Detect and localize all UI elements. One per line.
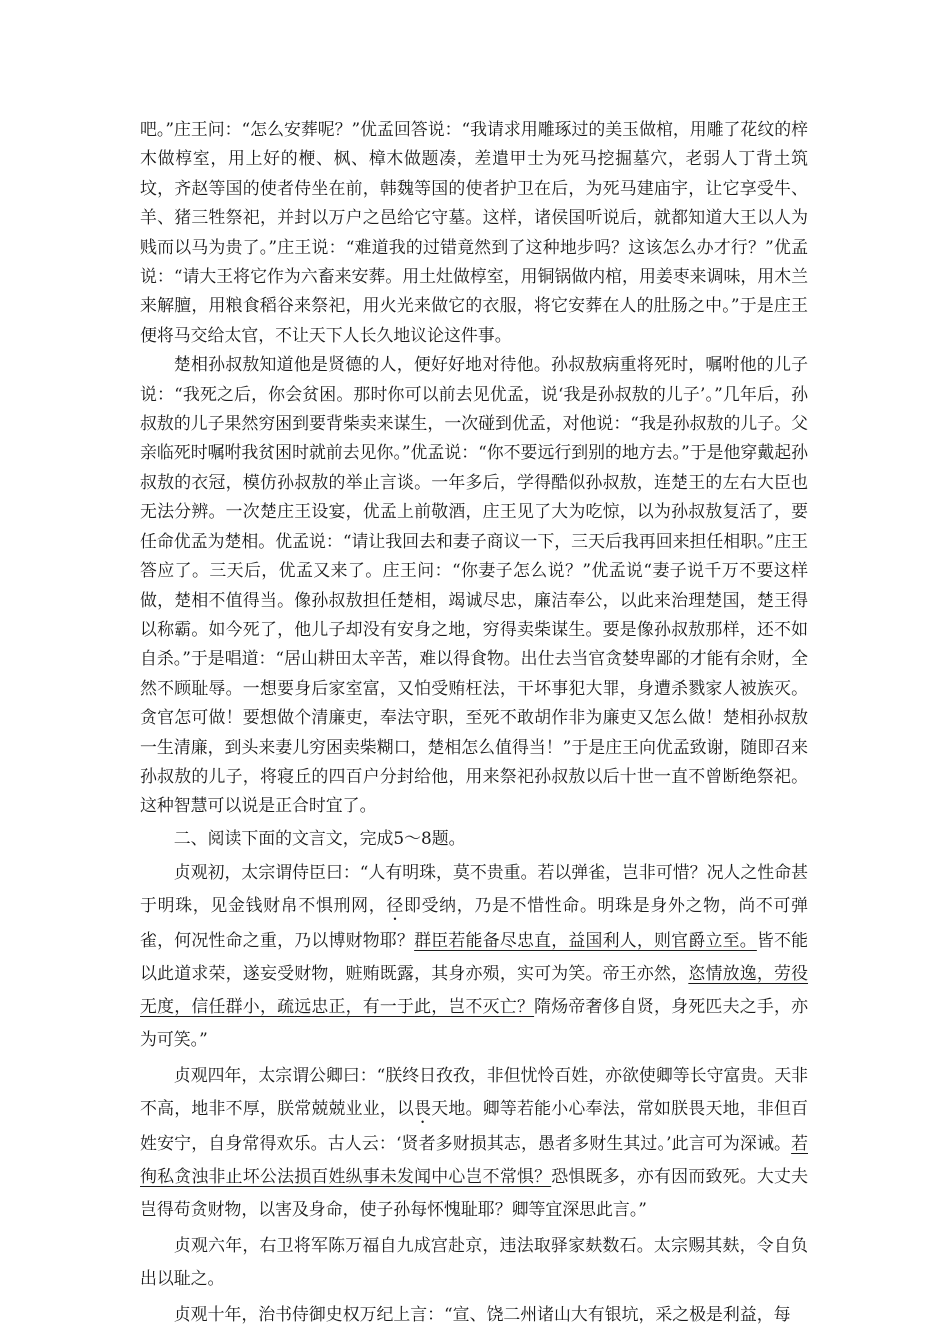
text-segment: 皆不能以此道求荣，遂妄受财物，赃贿既露，其身亦殒，实可为笑。帝王亦然， bbox=[140, 930, 809, 984]
paragraph-zhenguan-4 bbox=[140, 1059, 808, 1226]
emphasized-char: 畏 bbox=[414, 1098, 432, 1119]
paragraph-zhenguan-10: 贞观十年，治书侍御史权万纪上言：“宣、饶二州诸山大有银坑，采之极是利益，每 bbox=[173, 1304, 791, 1325]
paragraph-zhenguan-6: 贞观六年，右卫将军陈万福自九成宫赴京，违法取驿家麸数石。太宗赐其麸，令自负出以耻之。 bbox=[140, 1235, 808, 1289]
document-body bbox=[140, 115, 808, 1331]
text-segment: 隋炀帝奢侈自贤，身死匹夫之手，亦为可笑。” bbox=[140, 996, 809, 1050]
underlined-sentence-3: 若徇私贪浊非止坏公法损百姓纵事未发闻中心岂不常惧？ bbox=[140, 1133, 808, 1187]
text-segment: 贞观四年，太宗谓公卿曰：“朕终日孜孜，非但忧怜百姓，亦欲使卿等长守富贵。天非不高，地非不厚，朕常兢兢业业，以 bbox=[140, 1065, 808, 1119]
paragraph-zhenguan-chu bbox=[140, 856, 808, 1056]
paragraph-sunshuao: 楚相孙叔敖知道他是贤德的人，便好好地对待他。孙叔敖病重将死时，嘱咐他的儿子说：“我死之后，你会贫困。那时你可以前去见优孟，说‘我是孙叔敖的儿子’。”几年后，孙叔敖的儿子果然穷困到要背柴卖来谋生，一次碰到优孟，对他说：“我是孙叔敖的儿子。父亲临死时嘱咐我贫困时就前去见你。”优孟说：“你不要远行到别的地方去。”于是他穿戴起孙叔敖的衣冠，模仿孙叔敖的举止言谈。一年多后，学得酷似孙叔敖，连楚王的左右大臣也无法分辨。一次楚庄王设宴，优孟上前敬酒，庄王见了大为吃惊，以为孙叔敖复活了，要任命优孟为楚相。优孟说：“请让我回去和妻子商议一下，三天后我再回来担任相职。”庄王答应了。三天后，优孟又来了。庄王问：“你妻子怎么说？”优孟说“妻子说千万不要这样做，楚相不值得当。像孙叔敖担任楚相，竭诚尽忠，廉洁奉公，以此来治理楚国，楚王得以称霸。如今死了，他儿子却没有安身之地，穷得卖柴谋生。要是像孙叔敖那样，还不如自杀。”于是唱道：“居山耕田太辛苦，难以得食物。出仕去当官贪婪卑鄙的才能有余财，全然不顾耻辱。一想要身后家室富，又怕受贿枉法，干坏事犯大罪，身遭杀戮家人被族灭。贪官怎可做！要想做个清廉吏，奉法守职，至死不敢胡作非为廉吏又怎么做！楚相孙叔敖一生清廉，到头来妻儿穷困卖柴糊口，楚相怎么值得当！”于是庄王向优孟致谢，随即召来孙叔敖的儿子，将寝丘的四百户分封给他，用来祭祀孙叔敖以后十世一直不曾断绝祭祀。这种智慧可以说是正合时宜了。 bbox=[140, 354, 808, 816]
text-segment: 贞观初，太宗谓侍臣曰：“人有明珠，莫不贵重。若以弹雀，岂非可惜？况人之性命甚于明珠，见金钱财帛不惧刑网， bbox=[140, 862, 808, 916]
section-heading: 二、阅读下面的文言文，完成5～8题。 bbox=[173, 827, 466, 848]
emphasized-char: 径 bbox=[386, 895, 404, 916]
paragraph-youmeng-horse: 吧。”庄王问：“怎么安葬呢？”优孟回答说：“我请求用雕琢过的美玉做棺，用雕了花纹的梓木做椁室，用上好的楩、枫、樟木做题凑，差遣甲士为死马挖掘墓穴，老弱人丁背土筑坟，齐赵等国的使者侍坐在前，韩魏等国的使者护卫在后，为死马建庙宇，让它享受牛、羊、猪三牲祭祀，并封以万户之邑给它守墓。这样，诸侯国听说后，就都知道大王以人为贱而以马为贵了。”庄王说：“难道我的过错竟然到了这种地步吗？这该怎么办才行？”优孟说：“请大王将它作为六畜来安葬。用土灶做椁室，用铜锅做内棺，用姜枣来调味，用木兰来解膻，用粮食稻谷来祭祀，用火光来做它的衣服，将它安葬在人的肚肠之中。”于是庄王便将马交给太官，不让天下人长久地议论这件事。 bbox=[140, 119, 808, 345]
text-segment: 即受纳，乃是不惜性命。明珠是身外之物，尚不可弹雀，何况性命之重，乃以博财物耶？ bbox=[140, 895, 809, 951]
underlined-sentence-1: 群臣若能备尽忠直，益国利人，则官爵立至。 bbox=[414, 930, 757, 951]
underlined-sentence-2: 恣情放逸，劳役无度，信任群小，疏远忠正，有一于此，岂不灭亡？ bbox=[140, 963, 809, 1017]
text-segment: 天地。卿等若能小心奉法，常如朕畏天地，非但百姓安宁，自身常得欢乐。古人云：‘贤者多财损其志，愚者多财生其过。’此言可为深诫。 bbox=[140, 1098, 809, 1154]
text-segment: 恐惧既多，亦有因而致死。大丈夫岂得苟贪财物，以害及身命，使子孙每怀愧耻耶？卿等宜深思此言。” bbox=[140, 1166, 809, 1220]
